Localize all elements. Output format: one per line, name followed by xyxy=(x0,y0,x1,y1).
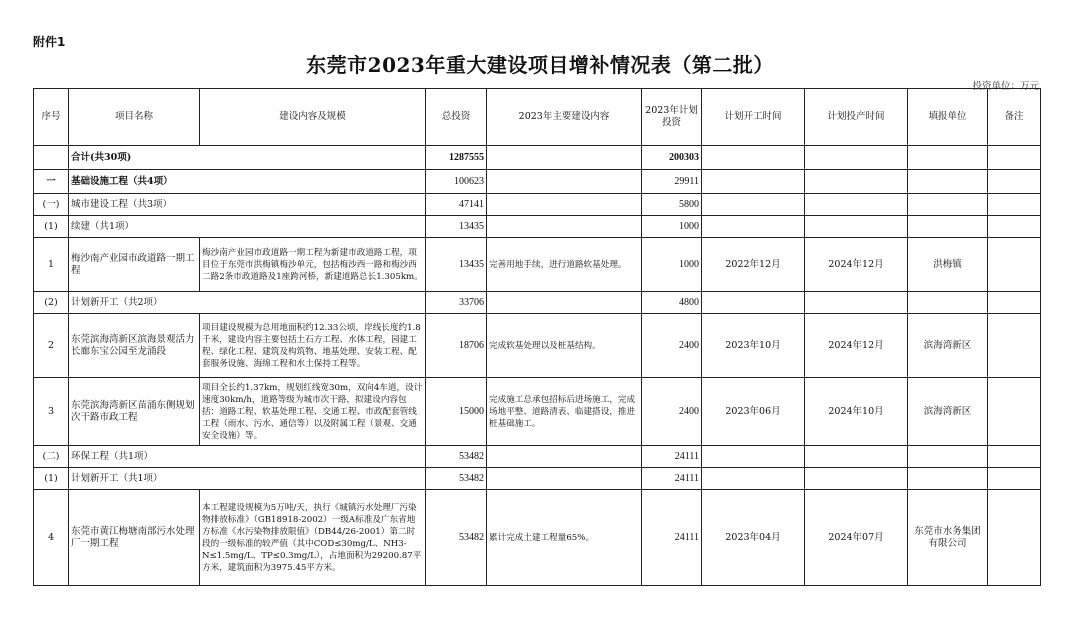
cell-label: 续建（共1项） xyxy=(69,216,426,238)
cell-seq: 3 xyxy=(34,378,69,446)
cell-start xyxy=(702,194,805,216)
cell-seq: (1) xyxy=(34,216,69,238)
cell-label: 计划新开工（共2项） xyxy=(69,292,426,314)
header-total: 总投资 xyxy=(426,89,487,146)
cell-seq: (2) xyxy=(34,292,69,314)
cell-main xyxy=(487,170,642,194)
cell-plan: 24111 xyxy=(642,446,702,468)
cell-unit xyxy=(908,216,988,238)
header-name: 项目名称 xyxy=(69,89,200,146)
cell-operate: 2024年12月 xyxy=(805,238,908,292)
table-row-infra xyxy=(34,170,1041,194)
cell-operate xyxy=(805,146,908,170)
cell-operate xyxy=(805,446,908,468)
cell-total: 53482 xyxy=(426,468,487,490)
cell-plan: 200303 xyxy=(642,146,702,170)
header-seq: 序号 xyxy=(34,89,69,146)
cell-scope: 项目建设规模为总用地面积约12.33公顷，岸线长度约1.8千米，建设内容主要包括土石方工程、水体工程，园建工程、绿化工程、建筑及构筑物、地基处理、安装工程、配套服务设施、海绵工程和水土保持工程等。 xyxy=(200,314,426,378)
cell-name: 梅沙南产业园市政道路一期工程 xyxy=(69,238,200,292)
cell-scope: 本工程建设规模为5万吨/天，执行《城镇污水处理厂污染物排放标准》（GB18918-2002）一级A标准及广东省地方标准《水污染物排放限值》（DB44/26-2001）第二时段的一级标准的较严值（其中COD≤30mg/L、NH3-N≤1.5mg/L、TP≤0.3mg/L），占地面积为29200.87平方米，建筑面积为3975.45平方米。 xyxy=(200,490,426,586)
table-header-row xyxy=(34,89,1041,146)
cell-total: 18706 xyxy=(426,314,487,378)
table-row-city-new xyxy=(34,292,1041,314)
cell-unit: 滨海湾新区 xyxy=(908,314,988,378)
cell-note xyxy=(988,146,1041,170)
table-row-total xyxy=(34,146,1041,170)
cell-note xyxy=(988,238,1041,292)
cell-main xyxy=(487,194,642,216)
cell-start xyxy=(702,468,805,490)
cell-seq: 2 xyxy=(34,314,69,378)
cell-total: 53482 xyxy=(426,490,487,586)
cell-main: 完成软基处理以及桩基结构。 xyxy=(487,314,642,378)
cell-plan: 2400 xyxy=(642,314,702,378)
cell-main xyxy=(487,292,642,314)
cell-total: 1287555 xyxy=(426,146,487,170)
table-row-env xyxy=(34,446,1041,468)
table-row-project-2 xyxy=(34,314,1041,378)
cell-unit xyxy=(908,468,988,490)
header-plan-invest: 2023年计划投资 xyxy=(642,89,702,146)
cell-seq: (一) xyxy=(34,194,69,216)
cell-seq: (二) xyxy=(34,446,69,468)
cell-main xyxy=(487,146,642,170)
cell-operate: 2024年12月 xyxy=(805,314,908,378)
cell-operate: 2024年10月 xyxy=(805,378,908,446)
cell-start: 2023年10月 xyxy=(702,314,805,378)
cell-start xyxy=(702,170,805,194)
cell-label: 计划新开工（共1项） xyxy=(69,468,426,490)
cell-seq: (1) xyxy=(34,468,69,490)
table-row-project-1 xyxy=(34,238,1041,292)
cell-name: 东莞市黄江梅塘南部污水处理厂一期工程 xyxy=(69,490,200,586)
cell-label: 环保工程（共1项） xyxy=(69,446,426,468)
cell-note xyxy=(988,490,1041,586)
cell-start xyxy=(702,292,805,314)
cell-plan: 1000 xyxy=(642,216,702,238)
cell-note xyxy=(988,446,1041,468)
cell-main xyxy=(487,446,642,468)
cell-plan: 29911 xyxy=(642,170,702,194)
cell-unit xyxy=(908,292,988,314)
cell-total: 13435 xyxy=(426,216,487,238)
cell-scope: 项目全长约1.37km，规划红线宽30m，双向4车道，设计速度30km/h，道路等级为城市次干路，拟建设内容包括：道路工程、软基处理工程、交通工程、市政配套管线工程（雨水、污水、通信等）以及附属工程（景观、交通安全设施）等。 xyxy=(200,378,426,446)
table-row-env-new xyxy=(34,468,1041,490)
cell-plan: 24111 xyxy=(642,490,702,586)
cell-label: 基础设施工程（共4项） xyxy=(69,170,426,194)
cell-plan: 5800 xyxy=(642,194,702,216)
header-start: 计划开工时间 xyxy=(702,89,805,146)
cell-operate xyxy=(805,216,908,238)
cell-unit: 洪梅镇 xyxy=(908,238,988,292)
cell-operate: 2024年07月 xyxy=(805,490,908,586)
table-row-project-4 xyxy=(34,490,1041,586)
cell-seq: 1 xyxy=(34,238,69,292)
cell-unit xyxy=(908,170,988,194)
cell-start xyxy=(702,216,805,238)
attachment-label: 附件1 xyxy=(33,35,66,49)
cell-total: 53482 xyxy=(426,446,487,468)
cell-main: 完善用地手续，进行道路软基处理。 xyxy=(487,238,642,292)
cell-note xyxy=(988,194,1041,216)
cell-note xyxy=(988,216,1041,238)
cell-total: 13435 xyxy=(426,238,487,292)
cell-note xyxy=(988,314,1041,378)
cell-total: 33706 xyxy=(426,292,487,314)
cell-unit xyxy=(908,446,988,468)
cell-plan: 2400 xyxy=(642,378,702,446)
cell-main: 累计完成土建工程量65%。 xyxy=(487,490,642,586)
cell-unit: 滨海湾新区 xyxy=(908,378,988,446)
cell-unit: 东莞市水务集团有限公司 xyxy=(908,490,988,586)
investment-unit-label: 投资单位：万元 xyxy=(972,81,1039,92)
cell-start: 2023年04月 xyxy=(702,490,805,586)
header-main-content: 2023年主要建设内容 xyxy=(487,89,642,146)
cell-operate xyxy=(805,170,908,194)
cell-main: 完成施工总承包招标后进场施工，完成场地平整、道路清表、临建搭设，推进桩基础施工。 xyxy=(487,378,642,446)
cell-unit xyxy=(908,146,988,170)
cell-total: 47141 xyxy=(426,194,487,216)
table-row-city-continued xyxy=(34,216,1041,238)
cell-operate xyxy=(805,194,908,216)
cell-name: 东莞滨海湾新区滨海景观活力长廊东宝公园至龙涌段 xyxy=(69,314,200,378)
cell-start xyxy=(702,446,805,468)
cell-main xyxy=(487,216,642,238)
cell-label: 城市建设工程（共3项） xyxy=(69,194,426,216)
table-row-project-3 xyxy=(34,378,1041,446)
cell-seq: 4 xyxy=(34,490,69,586)
cell-start: 2022年12月 xyxy=(702,238,805,292)
header-unit: 填报单位 xyxy=(908,89,988,146)
cell-note xyxy=(988,378,1041,446)
cell-plan: 24111 xyxy=(642,468,702,490)
cell-unit xyxy=(908,194,988,216)
page-title: 东莞市2023年重大建设项目增补情况表（第二批） xyxy=(306,53,774,77)
cell-total: 100623 xyxy=(426,170,487,194)
cell-note xyxy=(988,292,1041,314)
cell-note xyxy=(988,170,1041,194)
cell-total: 15000 xyxy=(426,378,487,446)
cell-seq xyxy=(34,146,69,170)
cell-start xyxy=(702,146,805,170)
cell-scope: 梅沙南产业园市政道路一期工程为新建市政道路工程，项目位于东莞市洪梅镇梅沙单元，包括梅沙西一路和梅沙西二路2条市政道路及1座跨河桥，新建道路总长1.305km。 xyxy=(200,238,426,292)
cell-note xyxy=(988,468,1041,490)
table-row-city xyxy=(34,194,1041,216)
cell-label: 合计(共30项) xyxy=(69,146,426,170)
cell-name: 东莞滨海湾新区苗涌东侧规划次干路市政工程 xyxy=(69,378,200,446)
cell-plan: 4800 xyxy=(642,292,702,314)
cell-start: 2023年06月 xyxy=(702,378,805,446)
project-table xyxy=(33,88,1041,586)
cell-main xyxy=(487,468,642,490)
cell-seq: 一 xyxy=(34,170,69,194)
header-scope: 建设内容及规模 xyxy=(200,89,426,146)
cell-operate xyxy=(805,292,908,314)
header-note: 备注 xyxy=(988,89,1041,146)
cell-operate xyxy=(805,468,908,490)
header-operate: 计划投产时间 xyxy=(805,89,908,146)
cell-plan: 1000 xyxy=(642,238,702,292)
